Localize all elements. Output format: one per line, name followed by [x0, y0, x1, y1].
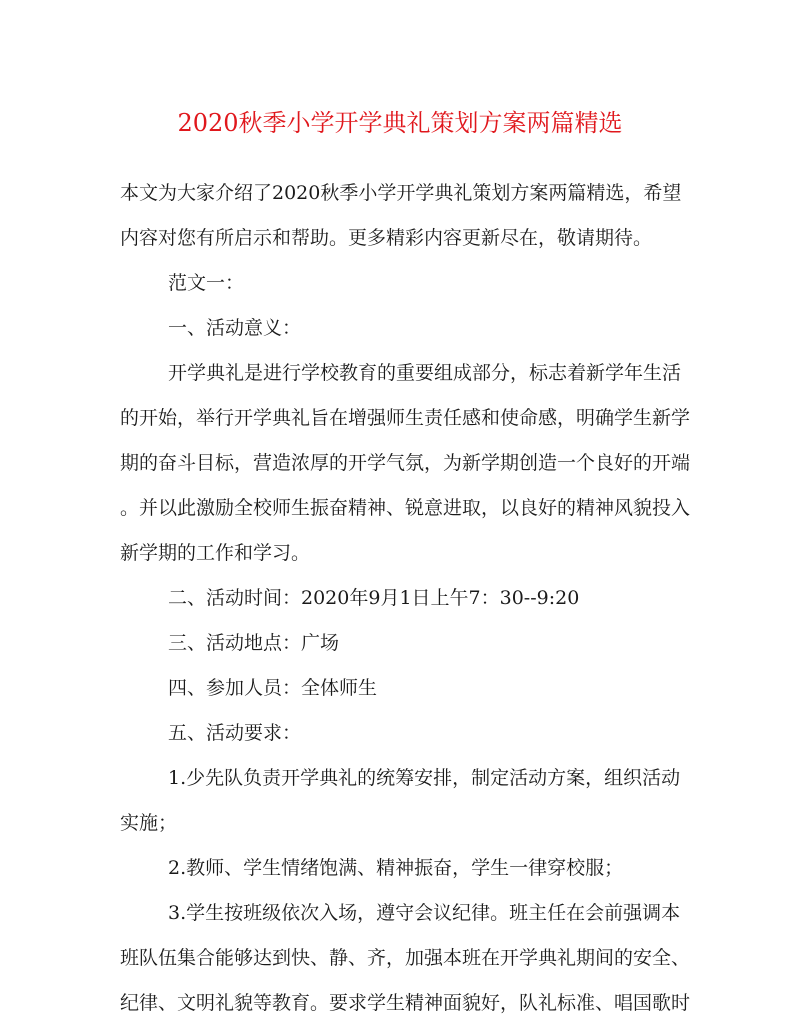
paragraph-line: 的开始，举行开学典礼旨在增强师生责任感和使命感，明确学生新学	[120, 407, 691, 429]
paragraph-line: 实施；	[120, 812, 178, 834]
paragraph-line: 班队伍集合能够达到快、静、齐，加强本班在开学典礼期间的安全、	[120, 947, 691, 969]
paragraph-line: 内容对您有所启示和帮助。更多精彩内容更新尽在，敬请期待。	[120, 227, 653, 249]
section-heading: 范文一：	[168, 272, 245, 294]
activity-time: 二、活动时间：2020年9月1日上午7：30--9:20	[168, 587, 580, 609]
document-title: 2020秋季小学开学典礼策划方案两篇精选	[177, 109, 623, 137]
paragraph-line: 本文为大家介绍了2020秋季小学开学典礼策划方案两篇精选，希望	[120, 182, 682, 204]
paragraph-line: 期的奋斗目标，营造浓厚的开学气氛，为新学期创造一个良好的开端	[120, 452, 691, 474]
requirement-item: 3.学生按班级依次入场，遵守会议纪律。班主任在会前强调本	[168, 902, 681, 924]
section-heading: 一、活动意义：	[168, 317, 302, 339]
activity-location: 三、活动地点：广场	[168, 632, 340, 654]
paragraph-line: 新学期的工作和学习。	[120, 542, 311, 564]
requirement-item: 1.少先队负责开学典礼的统筹安排，制定活动方案，组织活动	[168, 767, 681, 789]
participants: 四、参加人员：全体师生	[168, 677, 378, 699]
requirement-item: 2.教师、学生情绪饱满、精神振奋，学生一律穿校服；	[168, 857, 624, 879]
paragraph-line: 开学典礼是进行学校教育的重要组成部分，标志着新学年生活	[168, 362, 682, 384]
paragraph-line: 纪律、文明礼貌等教育。要求学生精神面貌好，队礼标准、唱国歌时	[120, 992, 691, 1014]
section-heading: 五、活动要求：	[168, 722, 302, 744]
paragraph-line: 。并以此激励全校师生振奋精神、锐意进取，以良好的精神风貌投入	[120, 497, 691, 519]
